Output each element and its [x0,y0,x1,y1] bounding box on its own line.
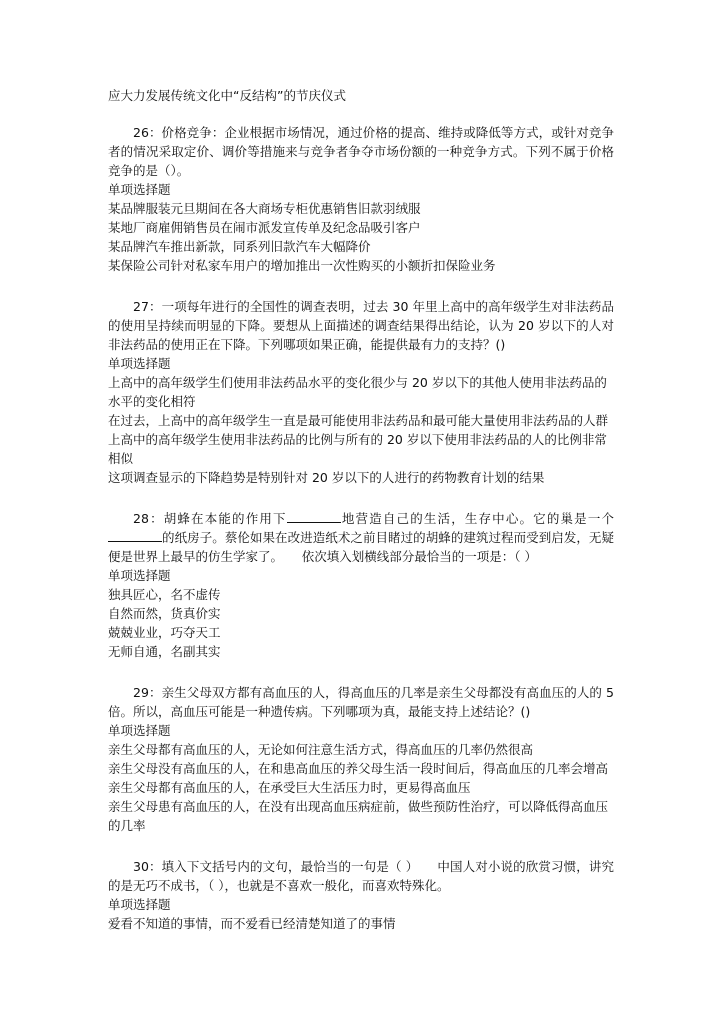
question-type: 单项选择题 [108,897,171,912]
option[interactable]: 某保险公司针对私家车用户的增加推出一次性购买的小额折扣保险业务 [108,258,496,273]
document-page [108,86,614,933]
question-stem: 27：一项每年进行的全国性的调查表明，过去 30 年里上高中的高年级学生对非法药品的使用呈持续而明显的下降。要想从上面描述的调查结果得出结论，认为 20 岁以下的人对非法药品的使用正在下降。下列哪项如果正确，能提供最有力的支持？() [108,299,614,352]
option[interactable]: 上高中的高年级学生们使用非法药品水平的变化很少与 20 岁以下的其他人使用非法药品的水平的变化相符 [108,375,607,409]
question-type: 单项选择题 [108,568,171,583]
question-26 [108,123,614,275]
option[interactable]: 某品牌汽车推出新款，同系列旧款汽车大幅降价 [108,239,371,254]
question-29 [108,683,614,835]
question-stem [108,509,614,566]
fill-blank-1 [287,510,341,523]
fill-blank-2 [108,529,162,542]
option[interactable]: 某品牌服装元旦期间在各大商场专柜优惠销售旧款羽绒服 [108,201,421,216]
option[interactable]: 亲生父母都有高血压的人，在承受巨大生活压力时，更易得高血压 [108,780,471,795]
option[interactable]: 自然而然，货真价实 [108,606,221,621]
option[interactable]: 独具匠心，名不虚传 [108,587,221,602]
option[interactable]: 某地厂商雇佣销售员在闹市派发宣传单及纪念品吸引客户 [108,220,421,235]
option[interactable]: 爱看不知道的事情，而不爱看已经清楚知道了的事情 [108,916,396,931]
question-30 [108,857,614,933]
stem-part-2: 地营造自己的生活，生存中心。它的巢是一个 [340,511,614,526]
option[interactable]: 亲生父母患有高血压的人，在没有出现高血压病症前，做些预防性治疗，可以降低得高血压的几率 [108,799,609,833]
option[interactable]: 亲生父母没有高血压的人，在和患高血压的养父母生活一段时间后，得高血压的几率会增高 [108,761,609,776]
question-stem: 29：亲生父母双方都有高血压的人，得高血压的几率是亲生父母都没有高血压的人的 5 倍。所以，高血压可能是一种遗传病。下列哪项为真，最能支持上述结论？() [108,685,614,719]
option[interactable]: 上高中的高年级学生使用非法药品的比例与所有的 20 岁以下使用非法药品的人的比例非常相似 [108,432,607,466]
option[interactable]: 这项调查显示的下降趋势是特别针对 20 岁以下的人进行的药物教育计划的结果 [108,470,545,485]
question-type: 单项选择题 [108,356,171,371]
question-stem: 26：价格竞争：企业根据市场情况，通过价格的提高、维持或降低等方式，或针对竞争者的情况采取定价、调价等措施来与竞争者争夺市场份额的一种竞争方式。下列不属于价格竞争的是（）。 [108,125,614,178]
question-stem: 30：填入下文括号内的文句，最恰当的一句是（ ） 中国人对小说的欣赏习惯，讲究的是无巧不成书，（ ），也就是不喜欢一般化，而喜欢特殊化。 [108,859,614,893]
option[interactable]: 无师自通，名副其实 [108,644,221,659]
stem-part-3: 的纸房子。蔡伦如果在改进造纸术之前目睹过的胡蜂的建筑过程而受到启发，无疑便是世界上最早的仿生学家了。 依次填入划横线部分最恰当的一项是：（ ） [108,530,614,564]
question-type: 单项选择题 [108,723,171,738]
option[interactable]: 兢兢业业，巧夺天工 [108,625,221,640]
question-28 [108,509,614,661]
stem-part-1: 28：胡蜂在本能的作用下 [133,511,287,526]
question-type: 单项选择题 [108,182,171,197]
option[interactable]: 亲生父母都有高血压的人，无论如何注意生活方式，得高血压的几率仍然很高 [108,742,534,757]
intro-line: 应大力发展传统文化中“反结构”的节庆仪式 [108,88,346,103]
question-27 [108,297,614,487]
option[interactable]: 在过去，上高中的高年级学生一直是最可能使用非法药品和最可能大量使用非法药品的人群 [108,413,609,428]
